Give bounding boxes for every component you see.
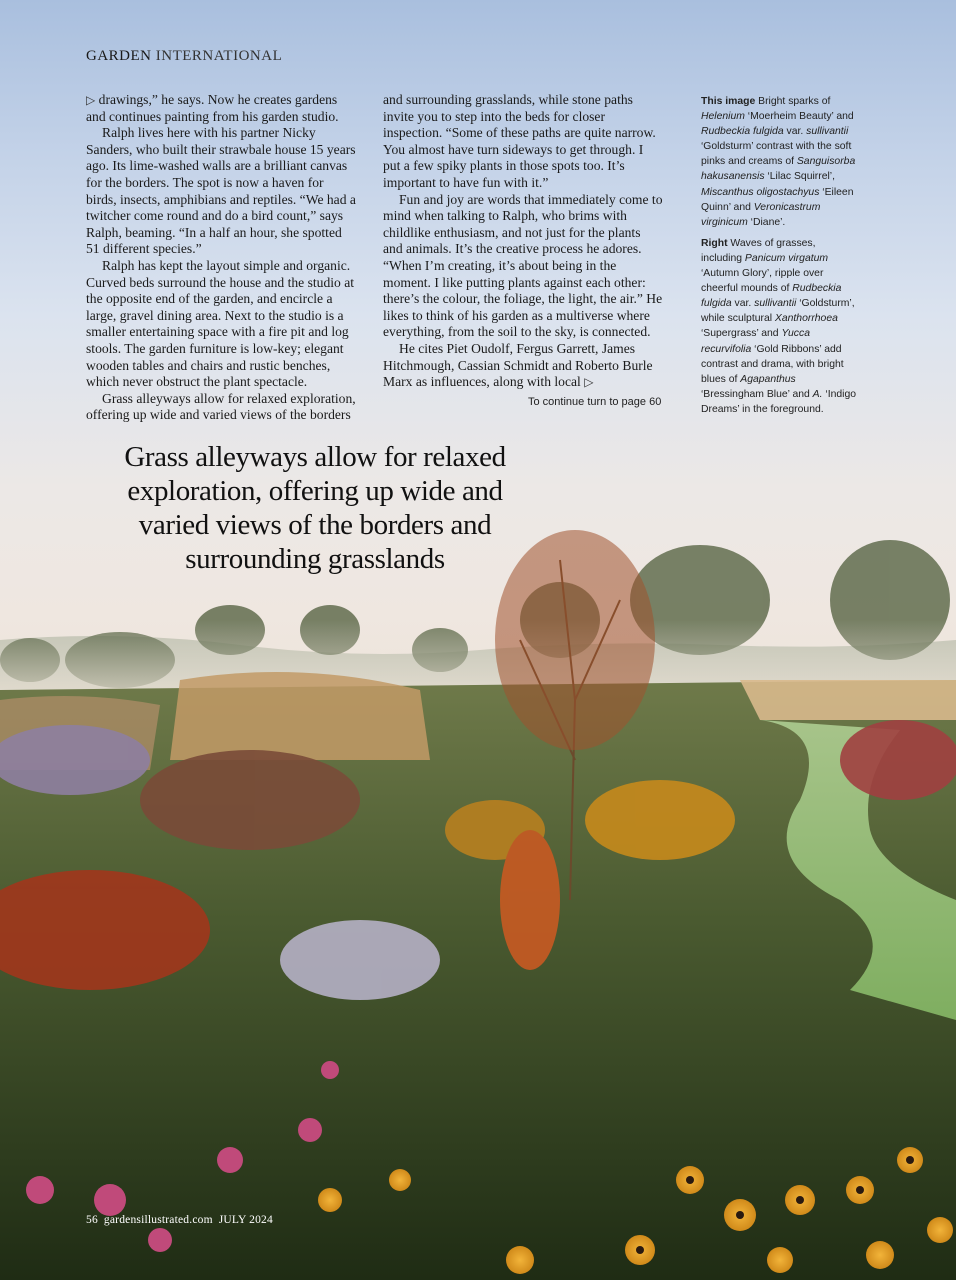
paragraph: and surrounding grasslands, while stone paths invite you to step into the beds for closer inspection. “Some of these paths are quite narrow. You almost have turn sideways to get through. I put a few spiky plants in those spots too. It’s important to have fun with it.” <box>383 92 656 190</box>
photo-captions <box>701 94 859 423</box>
plant-name: A. <box>812 388 823 400</box>
caption-text: Waves of grasses, including <box>701 237 816 264</box>
page-footer <box>86 1214 279 1226</box>
caption-text: ‘Supergrass’ and <box>701 328 782 340</box>
plant-name: sullivantii <box>806 126 849 138</box>
caption-right: Right Waves of grasses, including Panicum virgatum ‘Autumn Glory’, ripple over cheerful mounds of Rudbeckia fulgida var. sullivantii ‘Goldsturm’, while sculptural Xanthorrhoea ‘Supergrass’ and Yucca recurvifolia ‘Gold Ribbons’ add contrast and drama, with bright blues of Agapanthus ‘Bressingham Blue’ and A. ‘Indigo Dreams’ in the foreground. <box>701 237 857 415</box>
section-header <box>86 48 282 65</box>
plant-name: Sanguisorba hakusanensis <box>701 156 856 183</box>
continue-from-icon: ▷ <box>86 93 96 107</box>
section-label: GARDEN <box>86 48 152 64</box>
paragraph: Ralph lives here with his partner Nicky Sanders, who built their strawbale house 15 years ago. Its lime-washed walls are a brilliant canvas for the borders. The spot is now a haven for birds, insects, amphibians and reptiles. “We had a twitcher come round and do a bird count,” says Ralph, beaming. “In a half an hour, she spotted 51 different species.” <box>86 125 356 257</box>
caption-text: ‘Gold Ribbons’ add contrast and drama, with bright blues of <box>701 343 844 385</box>
caption-text: ‘Moerheim Beauty’ and <box>744 111 854 123</box>
page-number: 56 <box>86 1214 98 1226</box>
paragraph: ▷ drawings,” he says. Now he creates gardens and continues painting from his garden studio. <box>86 92 339 124</box>
pull-quote: Grass alleyways allow for relaxed exploration, offering up wide and varied views of the borders and surrounding grasslands <box>124 441 506 575</box>
plant-name: Yucca recurvifolia <box>701 328 810 355</box>
plant-name: sullivantii <box>754 298 797 310</box>
caption-text: ‘Lilac Squirrel’, <box>764 171 835 183</box>
paragraph: Grass alleyways allow for relaxed exploration, offering up wide and varied views of the borders <box>86 390 356 423</box>
paragraph: He cites Piet Oudolf, Fergus Garrett, James Hitchmough, Cassian Schmidt and Roberto Burle Marx as influences, along with local ▷ <box>383 340 653 390</box>
caption-text: ‘Diane’. <box>747 216 786 228</box>
plant-name: Veronicastrum virginicum <box>701 201 821 228</box>
plant-name: Miscanthus oligostachyus <box>701 186 820 198</box>
caption-text: ‘Goldsturm’, while sculptural <box>701 298 855 325</box>
caption-text: var. <box>731 298 755 310</box>
caption-text: var. <box>783 126 807 138</box>
plant-name: Agapanthus <box>740 373 796 385</box>
continue-note: To continue turn to page 60 <box>528 396 662 408</box>
continue-arrow-icon: ▷ <box>584 375 594 390</box>
site-url: gardensillustrated.com <box>103 1214 213 1226</box>
plant-name: Panicum virgatum <box>744 252 829 264</box>
subsection-label: INTERNATIONAL <box>155 48 283 64</box>
article-column-2 <box>383 92 663 391</box>
paragraph: Fun and joy are words that immediately come to mind when talking to Ralph, who brims with childlike enthusiasm, and not just for the plants and animals. It’s the creative process he adores. “When I’m creating, it’s about being in the moment. I like putting plants against each other: there’s the colour, the foliage, the light, the air.” He likes to think of his garden as a multiverse where everything, from the soil to the sky, is connected. <box>383 191 663 340</box>
plant-name: Helenium <box>701 111 745 123</box>
caption-text: Bright sparks of <box>755 96 831 107</box>
plant-name: Rudbeckia fulgida <box>701 126 784 138</box>
plant-name: Rudbeckia fulgida <box>701 283 842 310</box>
caption-text: ‘Eileen Quinn’ and <box>701 186 854 213</box>
issue-date: JULY 2024 <box>218 1214 273 1226</box>
caption-text: ‘Bressingham Blue’ and <box>701 388 813 400</box>
article-column-1 <box>86 92 356 424</box>
caption-text: ‘Goldsturm’ contrast with the soft pinks and creams of <box>701 141 852 168</box>
caption-text: ‘Indigo Dreams’ in the foreground. <box>701 388 857 415</box>
paragraph: Ralph has kept the layout simple and organic. Curved beds surround the house and the studio at the opposite end of the garden, and encircle a large, gravel dining area. Next to the studio is a smaller entertaining space with a fire pit and log stools. The garden furniture is low-key; elegant wooden tables and chairs and rustic benches, which never obstruct the plant spectacle. <box>86 257 355 390</box>
plant-name: Xanthorrhoea <box>774 313 838 325</box>
caption-this-image: This image Bright sparks of Helenium ‘Moerheim Beauty’ and Rudbeckia fulgida var. sullivantii ‘Goldsturm’ contrast with the soft pinks and creams of Sanguisorba hakusanensis ‘Lilac Squirrel’, Miscanthus oligostachyus ‘Eileen Quinn’ and Veronicastrum virginicum ‘Diane’. <box>701 96 856 228</box>
caption-text: ‘Autumn Glory’, ripple over cheerful mounds of <box>701 268 824 295</box>
